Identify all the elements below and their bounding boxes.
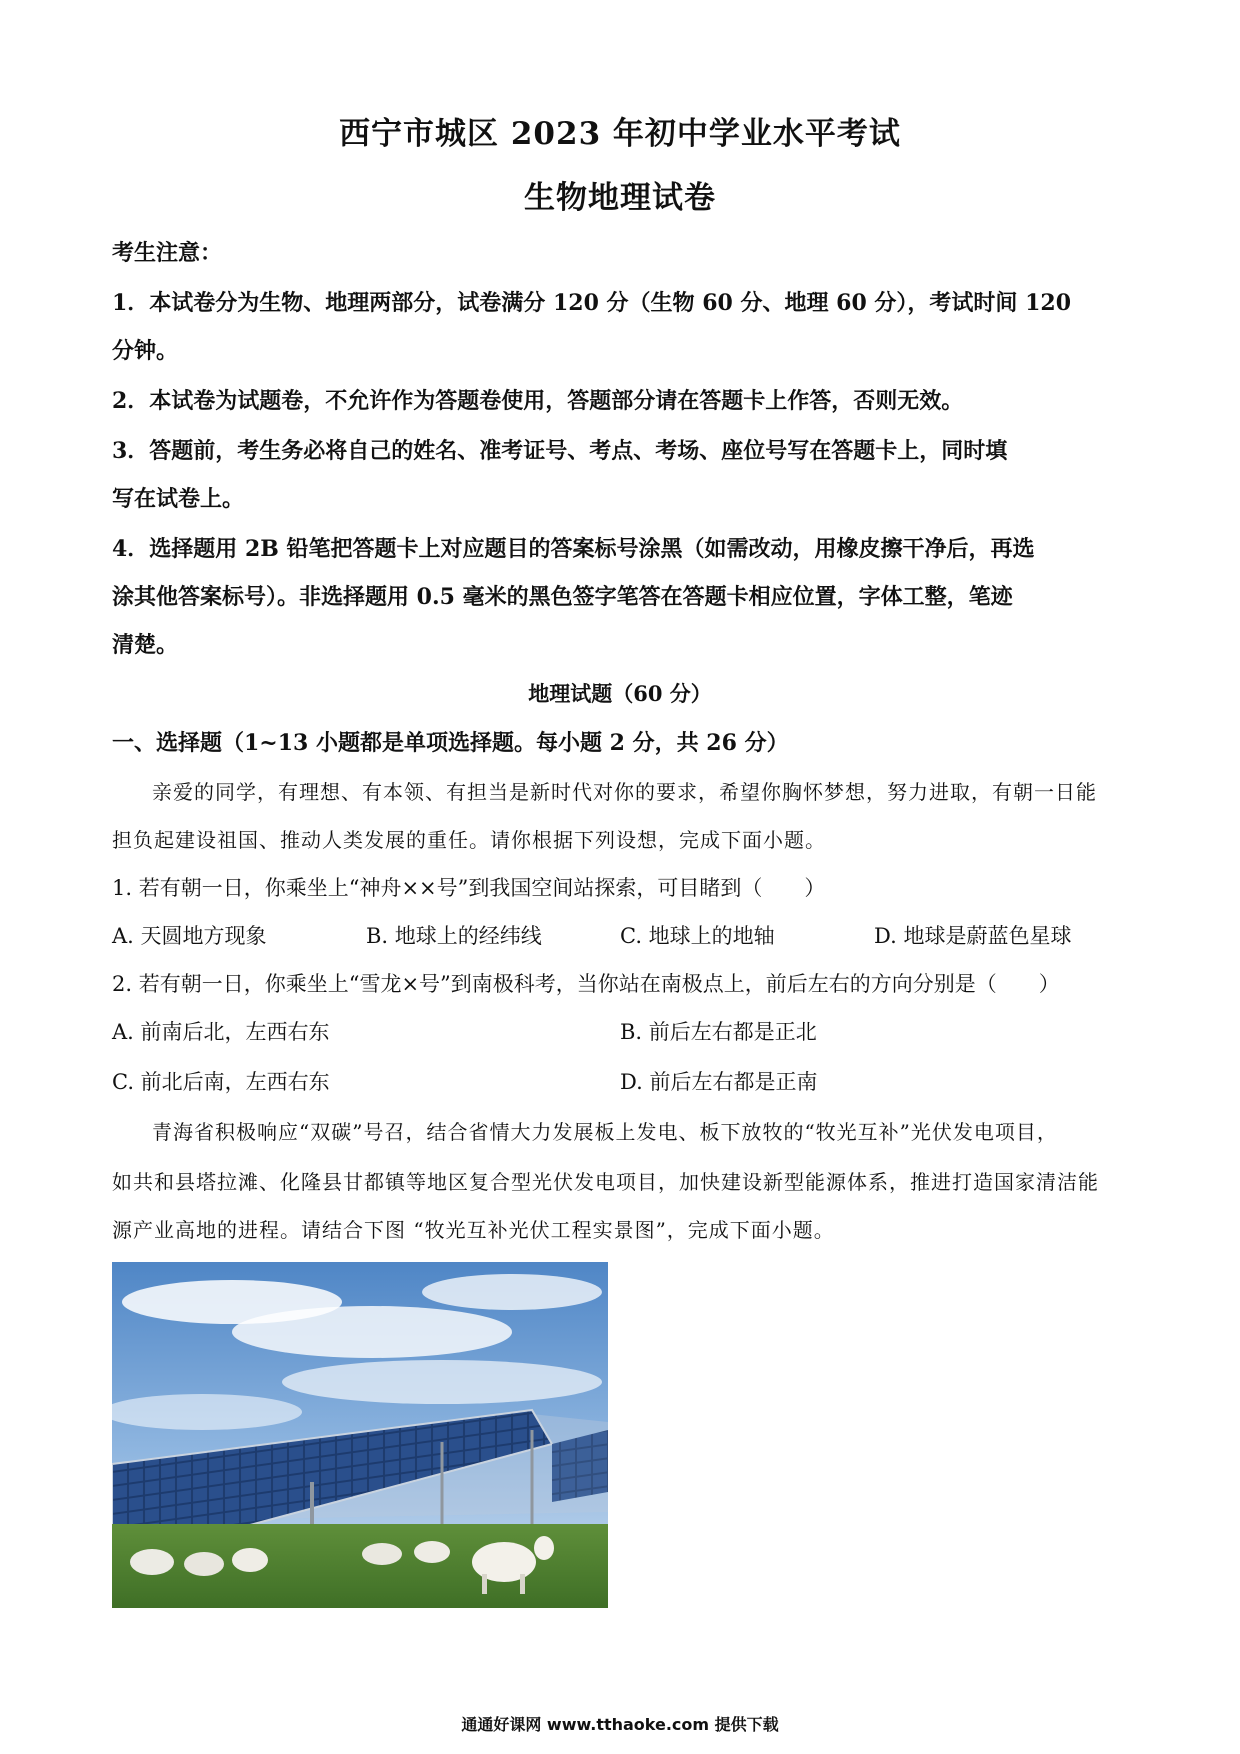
- question-1-option-c: C. 地球上的地轴: [620, 924, 775, 948]
- notice-item-1-line-1: 1．本试卷分为生物、地理两部分，试卷满分 120 分（生物 60 分、地理 60 分），考试时间 120: [112, 290, 1072, 316]
- notice-item-4-line-1: 4．选择题用 2B 铅笔把答题卡上对应题目的答案标号涂黑（如需改动，用橡皮擦干净后，再选: [112, 536, 1035, 562]
- question-1-option-d: D. 地球是蔚蓝色星球: [874, 924, 1072, 948]
- notice-item-1-line-2: 分钟。: [112, 338, 179, 364]
- question-1-stem: 1. 若有朝一日，你乘坐上“神舟××号”到我国空间站探索，可目睹到（ ）: [112, 876, 826, 900]
- exam-title: 西宁市城区 2023 年初中学业水平考试: [339, 116, 901, 152]
- passage2-line-3: 源产业高地的进程。请结合下图 “牧光互补光伏工程实景图”，完成下面小题。: [112, 1218, 835, 1242]
- question-1-option-a: A. 天圆地方现象: [112, 924, 267, 948]
- question-2-option-a: A. 前南后北，左西右东: [112, 1020, 330, 1044]
- passage2-line-1: 青海省积极响应“双碳”号召，结合省情大力发展板上发电、板下放牧的“牧光互补”光伏发电项目，: [152, 1120, 1058, 1144]
- question-2-option-b: B. 前后左右都是正北: [620, 1020, 817, 1044]
- question-1-option-b: B. 地球上的经纬线: [366, 924, 542, 948]
- question-2-option-c: C. 前北后南，左西右东: [112, 1070, 330, 1094]
- exam-subtitle: 生物地理试卷: [524, 180, 716, 216]
- notice-item-4-line-3: 清楚。: [112, 632, 179, 658]
- passage1-line-1: 亲爱的同学，有理想、有本领、有担当是新时代对你的要求，希望你胸怀梦想，努力进取，有朝一日能: [152, 780, 1097, 804]
- footer-source: 通通好课网 www.tthaoke.com 提供下载: [461, 1715, 779, 1734]
- notice-item-2: 2．本试卷为试题卷，不允许作为答题卷使用，答题部分请在答题卡上作答，否则无效。: [112, 388, 964, 414]
- passage2-line-2: 如共和县塔拉滩、化隆县甘都镇等地区复合型光伏发电项目，加快建设新型能源体系，推进打造国家清洁能: [112, 1170, 1099, 1194]
- notice-item-3-line-2: 写在试卷上。: [112, 486, 245, 512]
- notice-item-3-line-1: 3．答题前，考生务必将自己的姓名、准考证号、考点、考场、座位号写在答题卡上，同时填: [112, 438, 1008, 464]
- part-heading: 一、选择题（1~13 小题都是单项选择题。每小题 2 分，共 26 分）: [112, 730, 789, 756]
- section-title: 地理试题（60 分）: [528, 681, 712, 706]
- notice-heading: 考生注意：: [112, 240, 223, 266]
- passage1-line-2: 担负起建设祖国、推动人类发展的重任。请你根据下列设想，完成下面小题。: [112, 828, 826, 852]
- solar-grazing-photo: [112, 1262, 608, 1608]
- question-2-option-d: D. 前后左右都是正南: [620, 1070, 818, 1094]
- question-2-stem: 2. 若有朝一日，你乘坐上“雪龙×号”到南极科考，当你站在南极点上，前后左右的方向分别是（ ）: [112, 972, 1060, 996]
- notice-item-4-line-2: 涂其他答案标号）。非选择题用 0.5 毫米的黑色签字笔答在答题卡相应位置，字体工整，笔迹: [112, 584, 1013, 610]
